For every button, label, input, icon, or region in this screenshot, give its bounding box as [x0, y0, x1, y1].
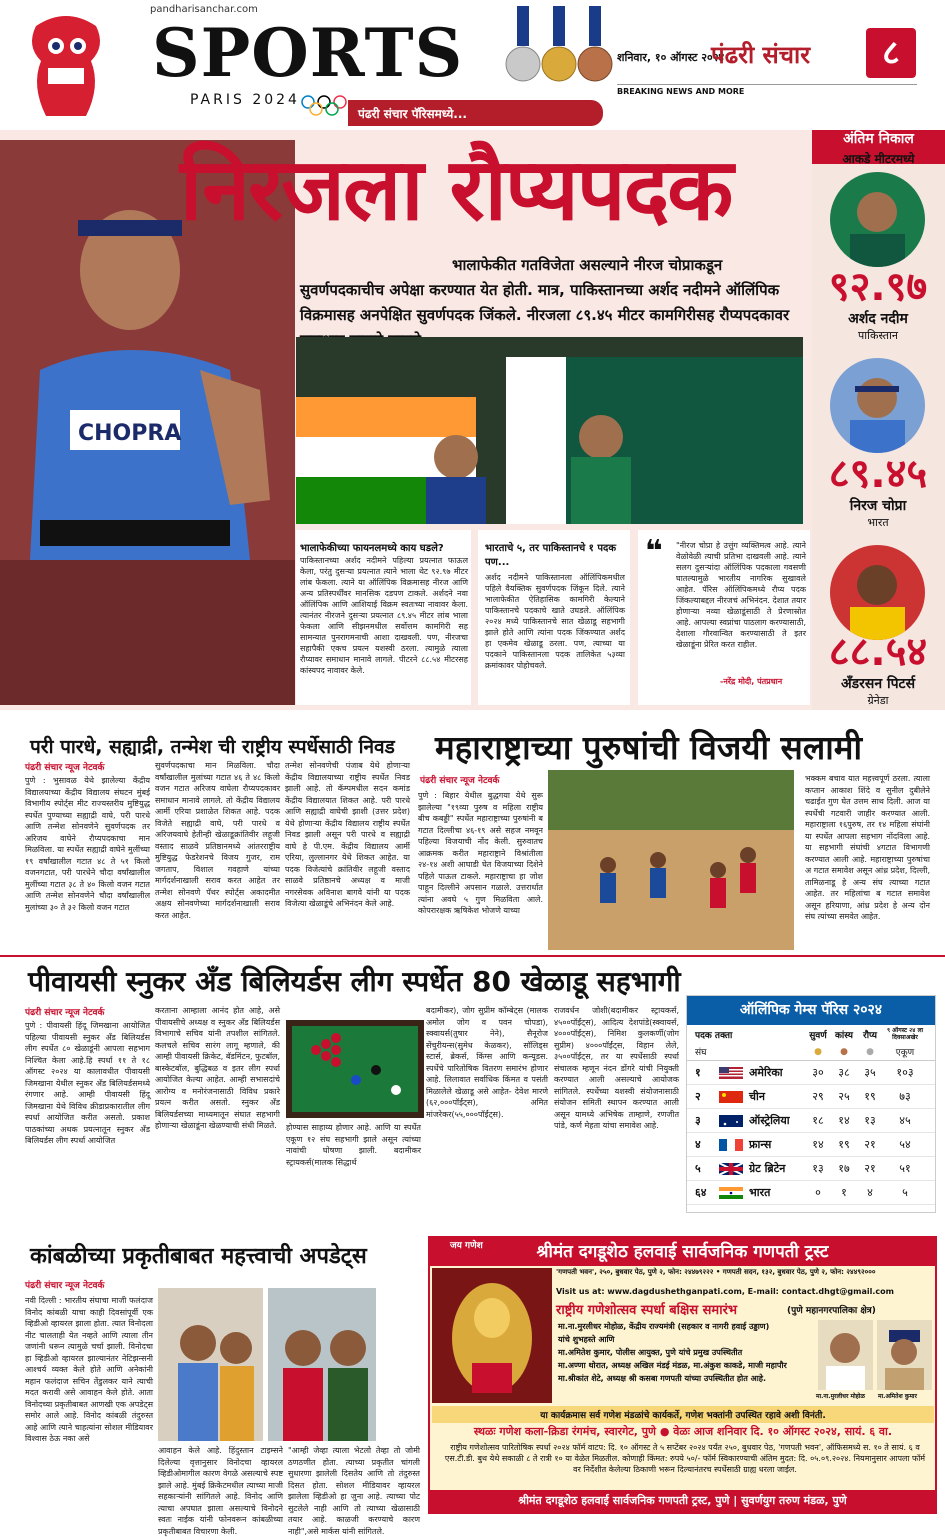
analysis-heading: भालाफेकीच्या फायनलमध्ये काय घडले?: [300, 543, 444, 554]
article-snooker-headline: पीवायसी स्नुकर अँड बिलियर्डस लीग स्पर्धेत 80 खेळाडू सहभागी: [28, 965, 681, 998]
total-count: ४५: [899, 1114, 911, 1127]
gold-count: ३०: [812, 1066, 824, 1079]
article-kambli-col2: आवाहन केले आहे. हिंदुस्तान टाइम्सने दिलेल्या वृत्तानुसार विनोदचा व्हायरल व्हिडीओमागील कारण वेगळे असल्याचे स्पष्ट झाले आहे. मुंबई क्रिकेटमधील त्याच्या माजी सहकाऱ्यांनी सांगितले आहे. विनोद आणि त्याचा अपघात झाला असल्याचे विनोदने स्वतः नाईक यांनी फोनवरून कांबळीच्या प्रकृतीबाबत विचारणा केली.: [158, 1446, 283, 1536]
ad-website[interactable]: Visit us at: www.dagdushethganpati.com, E-mail: contact.dhgt@gmail.com: [556, 1287, 894, 1296]
medals-icon: [505, 6, 615, 86]
medal-table-col: संघ: [695, 1048, 707, 1058]
medal-table-row: [687, 1157, 935, 1181]
result-card-2: [812, 452, 944, 530]
us-flag-icon: [719, 1067, 743, 1079]
article-snooker-col4: बदामीकर), जोग सुप्रीम कॉम्बेट्स (मालक अमोल जोग व पवन चोपडा), स्क्वायर्स(तुषार नेने), सैनूरोज सेंचुरीयन्स(सुमेध केळकर), सॉलिड्स स्टार्स, ब्रेकर्स, किंग्स आणि कन्यूडस. स्पर्धेचे पारितोषिक वितरण समारंभ होणार आहे. लिलावात सर्वाधिक किंमत व पसंती मिळालेले खेळाडू असे आहेत- देवेश मारणे (६२,०००पॉईंट्स), अमित मांजरेकर(५५,०००पॉईंट्स).: [426, 1006, 548, 1119]
quote-author: -नरेंद्र मोदी, पंतप्रधान: [720, 677, 783, 686]
cn-flag-icon: [719, 1091, 743, 1103]
pakistan-body: अर्शद नदीमने पाकिस्तानला ऑलिंपिकमधील पहिले वैयक्तिक सुवर्णपदक जिंकून दिले. त्याने भालाफेकीत ऐतिहासिक कामगिरी केल्याने पाकिस्तानचे पदकाचे खाते उघडले. ऑलिंपिक २०२४ मध्ये पाकिस्तानचे सात खेळाडू सहभागी झाले होते आणि त्यांना पदक जिंकण्यात अर्शद हा एकमेव खेळाडू ठरला. पण, त्याच्या या पदकाने पाकिस्तानला पदक तालिकेत ५३व्या क्रमांकावर पोहोचवले.: [485, 573, 625, 670]
breaking-news-label: BREAKING NEWS AND MORE: [617, 84, 917, 96]
article-kabaddi-col2: भक्कम बचाव यात महत्त्वपूर्ण ठरला. त्याला कप्तान आकाश शिंदे व सुनील दुबीलेने चढाईत गुण घेत उत्तम साथ दिली. आज या स्पर्धेची गटवारी जाहीर करण्यात आली. महाराष्ट्राला १६पुरुष, तर १४ महिला संघांनी या स्पर्धेत आपला सहभाग नोंदविला आहे. या सहभागी संघांची ४गटात विभागणी करण्यात आली आहे. महाराष्ट्राच्या पुरुषांचा अ गटात समावेश असून आंध्र प्रदेश, दिल्ली, तामिळनाडू हे अन्य संघ त्याच्या गटात आहेत. तर महिलांचा ब गटात समावेश असून हरियाणा, आंध्र प्रदेश हे अन्य दोन संघ त्यांच्या समवेत आहेत.: [805, 774, 930, 921]
medal-table: [686, 995, 936, 1213]
in-flag-icon: [719, 1187, 743, 1199]
medal-table-updated: ९ ऑगस्ट २४ ला दिवसाअखेर: [886, 1027, 924, 1041]
medal-country: चीन: [749, 1090, 765, 1103]
result-score: ९२.९७: [828, 264, 928, 310]
medal-table-row: [687, 1181, 935, 1205]
medal-table-col: एकूण: [895, 1048, 915, 1058]
medal-country: ऑस्ट्रेलिया: [749, 1114, 790, 1127]
total-count: ७३: [899, 1090, 911, 1103]
gb-flag-icon: [719, 1163, 743, 1175]
ad-address: 'गणपती भवन', २५०, बुधवार पेठ, पुणे २, फोन: २४४७९२२२ • गणपती सदन, १३२, बुधवार पेठ, पुणे २, फोन: २४४९२०००: [556, 1268, 876, 1276]
bronze-count: १९: [864, 1090, 876, 1103]
medal-rank: १: [695, 1066, 701, 1079]
gold-count: १४: [812, 1138, 824, 1151]
analysis-body: पाकिस्तानच्या अर्शद नदीमने पहिल्या प्रयत्नात फाऊल केला, परंतु दुसऱ्या प्रयत्नात त्याने भाला थेट ९२.९७ मीटर लांब फेकला. त्याने या ऑलिंपिक विक्रमासह नीरज आणि अन्य प्रतिस्पर्धींवर मानसिक दडपण टाकले. अर्शदने नवा ऑलिंपिक आणि आशियाई विक्रम स्वतःच्या नावावर केला. त्यानंतर नीरजने दुसऱ्या प्रयत्नात ८९.४५ मीटर लांब भाला फेकला आणि सीझनमधील सर्वोत्तम कामगिरी सह सामन्यात पुनरागमनाची आशा दाखवली. पण, नीरजचा सहापैकी एकच प्रयत्न यशस्वी ठरला. त्यामुळे त्याला रौप्यावर समाधान मानावे लागले. पीटरने ८८.५४ मीटरसह कांस्यपद नावावर केले.: [300, 556, 468, 675]
medal-table-row: [687, 1061, 935, 1085]
medal-country: अमेरिका: [749, 1066, 783, 1079]
result-country: पाकिस्तान: [858, 329, 898, 342]
snooker-table-photo: [286, 1020, 424, 1118]
anderson-peters-portrait: [830, 545, 925, 640]
medal-table-row: [687, 1133, 935, 1157]
article-kabaddi-col1: पुणे : बिहार येथील बुद्धगया येथे सुरू झालेल्या "१९व्या पुरुष व महिला राष्ट्रीय बीच कबड्डी" स्पर्धेत महाराष्ट्राच्या पुरुषांनी ब गटात दिल्लीचा ४६-१९ असे सहज नमवून पहिल्या विजयाची नोंद केली. सुरुवातच आक्रमक करीत महाराष्ट्राने विश्रांतीला २४-१४ अशी आघाडी घेत विजयाच्या दिशेने पहिले पाऊल टाकले. महाराष्ट्राचा हा जोश पाहून दिल्लीने अपसान गळाले. उत्तरार्धात त्यांना अवघे ५ गुण मिळविता आले. कोपरारक्षक ऋषिकेश भोजणे याच्या: [418, 791, 543, 915]
results-heading: अंतिम निकाल: [812, 130, 945, 164]
arshad-nadeem-portrait: [830, 172, 925, 267]
guest-caption: मा.ना.मुरलीधर मोहोळ: [816, 1393, 865, 1400]
section-title: SPORTS: [152, 14, 464, 92]
article-boxing-col3: तन्मेश सोनवणेची पंजाब येथे होणाऱ्या केंद्रीय विद्यालयाच्या राष्ट्रीय स्पर्धेत निवड झाली आहे. तो कॅम्पमधील सदन कमांड केंद्रीय विद्यालयात शिकत आहे. परी पारधे आणि सह्याद्री वाघेची झाशी (उत्तर प्रदेश) येथे होणाऱ्या केंद्रीय विद्यालय राष्ट्रीय स्पर्धेत निवड झाली असून परी पारधे व सह्याद्री वाघे हे पी.एम. केंद्रीय विद्यालय आर्मी एरिया, लुल्लानगर येथे शिकत आहेत. या पदक विजेत्यांचे क्रांतिवीर लहूजी वस्ताद साळवे प्रतिष्ठानचे अध्यक्ष व माजी नगरसेवक अविनाश बागवे यांनी या पदक विजेत्या खेळाडूंचे अभिनंदन केले आहे.: [285, 761, 410, 908]
page-number: ८: [866, 28, 916, 78]
article-snooker-col3: होण्यास साहाय्य होणार आहे. आणि या स्पर्धेत एकूण १२ संघ सहभागी झाले असून त्यांच्या नावांची घोषणा झाली. बदामीकर स्ट्रायकर्स(मालक सिद्धार्थ: [286, 1123, 421, 1167]
paris-label: PARIS 2024: [190, 92, 300, 108]
ad-guest-line: मा.ना.मुरलीधर मोहोळ, केंद्रीय राज्यमंत्री (सहकार व नागरी हवाई उड्डाण): [558, 1322, 770, 1331]
medal-table-col: पदक तक्ता: [695, 1030, 733, 1041]
result-country: ग्रेनेडा: [867, 694, 889, 707]
result-country: भारत: [867, 516, 889, 529]
medal-table-col: सुवर्ण: [809, 1030, 827, 1041]
medal-country: ग्रेट ब्रिटेन: [749, 1162, 786, 1175]
total-count: ५: [902, 1186, 908, 1199]
article-boxing-byline: पंढरी संचार न्यूज नेटवर्क: [25, 763, 105, 773]
result-athlete: अर्शद नदीम: [848, 311, 908, 327]
medal-table-title: ऑलिंपिक गेम्स पॅरिस २०२४: [687, 996, 935, 1025]
ad-jay-ganesh: जय गणेश: [450, 1241, 483, 1251]
lead-paragraph: भालाफेकीत गतविजेता असल्याने नीरज चोप्राकडून सुवर्णपदकाचीच अपेक्षा करण्यात येत होती. मात्र, पाकिस्तानच्या अर्शद नदीमने ऑलिंपिक विक्रमासह अनपेक्षित सुवर्णपदक जिंकले. नीरजला ८९.४५ मीटर कामगिरीसह रौप्यपदकावर: [300, 256, 790, 324]
silver-count: ३८: [838, 1066, 850, 1079]
article-kambli-col1: नवी दिल्ली : भारतीय संघाचा माजी फलंदाज विनोद कांबळी याचा काही दिवसांपूर्वी एक व्हिडीओ व्हायरल झाला होता. त्यात विनोदला नीट चालताही येत नव्हते आणि त्याला तीन जणांनी धरून त्यामुळे चर्चा झाली. विनोदचा हा व्हिडीओ व्हायरल झाल्यानंतर नेटिझन्सनी आश्चर्य व्यक्त केले होते आणि अनेकांनी महान फलंदाज सचिन तेंडुलकर याने त्याची मदत करावी असे आवाहन केले होते. आता विनोदच्या प्रकृतीबाबत आणखी एक अपडेट्स समोर आले आहे. विनोद कांबळी तंदुरुस्त आहे आणि त्याने चाहत्यांना सोशल मीडियावर विश्वास ठेऊ नका असे: [25, 1296, 153, 1443]
kabaddi-match-photo: [548, 770, 794, 950]
bronze-count: २१: [864, 1138, 876, 1151]
kambli-photos: [158, 1288, 376, 1441]
newspaper-brand: पंढरी संचार: [711, 41, 811, 69]
result-athlete: निरज चोप्रा: [849, 498, 907, 514]
ad-guests: [558, 1320, 813, 1385]
ad-trust-name: श्रीमंत दगडूशेठ हलवाई सार्वजनिक गणपती ट्रस्ट: [430, 1238, 935, 1266]
ad-region: (पुणे महानगरपालिका क्षेत्र): [787, 1306, 876, 1316]
bronze-count: १३: [864, 1114, 876, 1127]
bronze-count: ३५: [864, 1066, 876, 1079]
medal-table-row: [687, 1085, 935, 1109]
medal-rank: ५: [695, 1162, 701, 1175]
article-boxing-col1: पुणे : भुसावळ येथे झालेल्या केंद्रीय विद्यालयाच्या केंद्रीय विद्यालय संघटन मुंबई विभागीय स्पोर्ट्स मीट राज्यस्तरीय मुष्टियुद्ध स्पर्धेत पुण्याच्या सह्याद्री वाघे, परी पारधे आणि तन्मेश सोनवणेने सुवर्णपदक तर अरिजय वाघेने रौप्यपदकाचा मान मिळविला. या स्पर्धेत सह्याद्री वाघेने मुलींच्या १९ वर्षांखालील गटात ४८ ते ५१ किलो वजनगटात, परी पारधेने चौदा वर्षांखालील मुलींच्या गटात ३८ ते ४० किलो वजन गटात आणि तन्मेश सोनवणेने चौदा वर्षांखालील मुलांच्या ३० ते ३२ किलो वजन गटात: [25, 776, 150, 912]
bronze-medal-icon: ●: [840, 1046, 848, 1057]
article-kambli-byline: पंढरी संचार न्यूज नेटवर्क: [25, 1281, 105, 1291]
ad-footer: श्रीमंत दगडूशेठ हलवाई सार्वजनिक गणपती ट्रस्ट, पुणे | सुवर्णयुग तरुण मंडळ, पुणे: [430, 1490, 935, 1512]
au-flag-icon: [719, 1115, 743, 1127]
article-kabaddi-headline: महाराष्ट्राच्या पुरुषांची विजयी सलामी: [435, 728, 863, 767]
result-score: ८८.५४: [828, 629, 928, 675]
medal-country: भारत: [749, 1186, 771, 1199]
gold-count: २९: [812, 1090, 824, 1103]
article-kabaddi-byline: पंढरी संचार न्यूज नेटवर्क: [420, 776, 500, 786]
silver-count: १७: [838, 1162, 850, 1175]
svg-text:CHOPRA: CHOPRA: [78, 421, 182, 446]
gold-count: १३: [812, 1162, 824, 1175]
olympic-rings-icon: [300, 94, 348, 118]
silver-count: १: [841, 1186, 847, 1199]
gold-count: ०: [815, 1186, 821, 1199]
total-count: ५४: [899, 1138, 911, 1151]
site-url[interactable]: pandharisanchar.com: [150, 4, 258, 15]
results-subheading: आकडे मीटरमध्ये: [842, 152, 915, 166]
result-score: ८९.४५: [828, 451, 928, 497]
article-snooker-col2: करताना आम्हाला आनंद होत आहे, असे पीवायसीचे अध्यक्ष व स्नुकर अँड बिलियर्डस विभागाचे सचिव यांनी तपशील सांगितले. कलचले सचिव सारंग लागू म्हणाले, की आम्ही पीवायसी क्रिकेट, बॅडमिंटन, फुटबॉल, बास्केटबॉल, बुद्धिबळ व इतर लीग स्पर्धा आयोजित केल्या आहेत. आम्ही सभासदांचे आरोग्य व मनोरंजनासाठी विविध प्रकारे प्रयत्न करीत असतो. स्नुकर अँड बिलियर्डसच्या माध्यमातून संघात सहभागी होणाऱ्या खेळाडूंना खेळण्याची संधी मिळते.: [155, 1006, 280, 1130]
ad-guest-line: यांचे शुभहस्ते आणि: [558, 1335, 615, 1344]
silver-count: २५: [838, 1090, 850, 1103]
article-snooker-byline: पंढरी संचार न्यूज नेटवर्क: [25, 1008, 105, 1018]
medal-rank: २: [695, 1090, 701, 1103]
medal-table-col: कांस्य: [835, 1030, 853, 1041]
medalists-celebration-photo: [296, 337, 803, 524]
pakistan-heading: भारताचे ५, तर पाकिस्तानचे १ पदक पण...: [485, 543, 617, 568]
result-card-1: [812, 265, 944, 343]
article-boxing-headline: परी पारधे, सह्याद्री, तन्मेश ची राष्ट्रीय स्पर्धेसाठी निवड: [30, 736, 395, 758]
result-athlete: अँडरसन पिटर्स: [840, 676, 916, 692]
fr-flag-icon: [719, 1139, 743, 1151]
medal-table-col: रौप्य: [863, 1030, 877, 1041]
tagline-banner: पंढरी संचार पॅरिसमध्ये...: [348, 100, 603, 126]
guest-caption: मा.अमितेश कुमार: [878, 1393, 917, 1400]
silver-count: १४: [838, 1114, 850, 1127]
article-snooker-col5: राजवर्धन जोशी(बदामीकर स्ट्रायकर्स, ४५००पॉईंट्स), आदित्य देशपांडे(स्क्वायर्स, ४०००पॉईंट्स), निमिश कुलकर्णी(जोग सुप्रीम) ४०००पॉईंट्स, विहान लेले, ३५००पॉईंट्स, तर या स्पर्धेसाठी स्पर्धा संचालक म्हणून नंदन डोंगरे यांची नियुक्ती करण्यात आली असल्याचे आयोजक सांगितले. स्पर्धेच्या यशस्वी संयोजनासाठी संयोजन समिती स्थापन करण्यात आली असून यामध्ये अभिषेक ताम्हाणे, रणजीत पांडे, कर्ण मेहता यांचा समावेश आहे.: [554, 1006, 679, 1130]
quote-mark-icon: ❝: [645, 534, 663, 569]
bronze-count: २१: [864, 1162, 876, 1175]
lead-headline: निरजला रौप्यपदक: [180, 140, 732, 240]
ad-guest-line: मा.अमितेश कुमार, पोलीस आयुक्त, पुणे यांचे प्रमुख उपस्थितीत: [558, 1348, 743, 1357]
total-count: ५१: [899, 1162, 911, 1175]
ad-guest-line: मा.अण्णा थोरात, अध्यक्ष अखिल मंडई मंडळ, मा.अंकुश काकडे, माजी महापौर: [558, 1361, 787, 1370]
silver-count: १९: [838, 1138, 850, 1151]
neeraj-chopra-portrait: [830, 358, 925, 453]
ad-guest-line: मा.श्रीकांत शेटे, अध्यक्ष श्री कसबा गणपती यांच्या उपस्थितीत होत आहे.: [558, 1374, 767, 1383]
medal-country: फ्रान्स: [749, 1138, 772, 1151]
issue-date: शनिवार, १० ऑगस्ट २०२४: [617, 51, 725, 64]
phryge-mascot-icon: [6, 6, 126, 126]
medal-rank: ६४: [695, 1186, 707, 1199]
article-kambli-headline: कांबळीच्या प्रकृतीबाबत महत्त्वाची अपडेट्स: [30, 1244, 367, 1269]
silver-medal-icon: ●: [866, 1046, 874, 1057]
medal-rank: ३: [695, 1114, 701, 1127]
medal-table-row: [687, 1109, 935, 1133]
result-card-3: [812, 630, 944, 708]
guest-portrait-mohol: [818, 1320, 873, 1390]
ad-venue: स्थळः गणेश कला-क्रिडा रंगमंच, स्वारगेट, पुणे ● वेळः आज शनिवार दि. १० ऑगस्ट २०२४, सायं. ६ वा.: [473, 1425, 893, 1438]
ad-event-title: राष्ट्रीय गणेशोत्सव स्पर्धा बक्षिस समारंभ: [556, 1303, 738, 1318]
section-divider: [0, 955, 945, 957]
total-count: १०३: [896, 1066, 914, 1079]
medal-rank: ४: [695, 1138, 701, 1151]
quote-body: "नीरज चोप्रा हे उत्तुंग व्यक्तिमत्व आहे. त्याने वेळोवेळी त्याची प्रतिभा दाखवली आहे. त्याने सलग दुसऱ्यांदा ऑलिंपिक पदकाला गवसणी घातल्यामुळे भारतीय नागरिक सुखावले आहेत. पॅरिस ऑलिंपिकमध्ये रौप्य पदक जिंकल्याबद्दल नीरजचं अभिनंदन. देशात तयार होणाऱ्या नव्या खेळाडूंसाठी ते प्रेरणास्रोत आहे. आपल्या स्वप्नांचा पाठलाग करण्यासाठी, देशाला गौरवान्वित करण्यासाठी ते इतर खेळाडूंना प्रेरित करत राहील.: [676, 541, 806, 649]
article-kambli-col3: "आम्ही जेव्हा त्याला भेटलो तेव्हा तो जोमी ठणठणीत होता. त्याच्या प्रकृतीत चांगली सुधारणा झालेली दिसतेय आणि तो तंदुरुस्त दिसत होता. सोशल मीडियावर व्हायरल झालेला व्हिडीओ हा जुना आहे. त्याच्या पोट सुटलेले नाही आणि तो त्याच्या खेळासाठी तयार आहे. काळजी करण्याचे कारण नाही",असे मार्कस यांनी सांगितले.: [288, 1446, 420, 1536]
gold-medal-icon: ●: [814, 1046, 822, 1057]
gold-count: १८: [812, 1114, 824, 1127]
ad-invite: या कार्यक्रमास सर्व गणेश मंडळांचे कार्यकर्ते, गणेश भक्तांनी उपस्थित रहावे अशी विनंती.: [432, 1406, 934, 1423]
bronze-count: ४: [867, 1186, 873, 1199]
article-boxing-col2: सुवर्णपदकाचा मान मिळविला. चौदा वर्षांखालील मुलांच्या गटात ४६ ते ४८ किलो वजन गटात अरिजय वाघेला रौप्यपदकावर समाधान मानावे लागले. तो केंद्रीय विद्यालय आर्मी एरिया प्रशाळेत शिकत आहे. पदक विजेते सह्याद्री वाघे, परी पारधे व अरिजयवाघे हेतीन्ही खेळाडूक्रांतिवीर लहूजी वस्ताद साळवे प्रतिष्ठानमध्ये आंतरराष्ट्रीय मुष्टियुद्ध फेडरेशनचे विजय गुजर, राम जगताप, विशाल गवहाणे यांच्या मार्गदर्शनाखाली सराव करत आहेत तर तन्मेश सोनवणे पॅथर स्पोर्ट्स अकादमीत अक्षय सोनवणेच्या मार्गदर्शनाखाली सराव करत आहेत.: [155, 761, 280, 920]
article-snooker-col1: पुणे : पीवायसी हिंदू जिमखाना आयोजित पहिल्या पीवायसी स्नुकर अँड बिलियर्डस लीग स्पर्धेत ८० खेळाडूंनी आपला सहभाग निश्चित केला आहे.हि स्पर्धा ११ ते १८ ऑगस्ट २०२४ या कालावधीत पीवायसी जिमखाना येथील स्नुकर अँड बिलियर्डसमध्ये रंगणार आहे. आम्ही पीवायसी हिंदू जिमखाना येथे विविध क्रीडाप्रकारातील लीग स्पर्धा आयोजित करीत असतो. प्रकाश पाठकांच्या अथक प्रयत्नातून स्नुकर अँड बिलियर्डस लीग स्पर्धा आयोजित: [25, 1021, 150, 1145]
guest-portrait-kumar: [877, 1320, 932, 1390]
ad-notes: राष्ट्रीय गणेशोत्सव पारितोषिक स्पर्धा २०२४ फॉर्म वाटप: दि. १० ऑगस्ट ते ५ सप्टेंबर २०२४ पर्यंत २५०, बुधवार पेठ, 'गणपती भवन', ऑफिसमध्ये स. १० ते सायं. ६ व एस.टी.डी. बुथ येथे सकाळी ८ ते रात्री १० या वेळेत मिळतील. कोणाही किंमत: रुपये ५०/- फॉर्म स्विकारण्याची अंतिम मुदत: दि. ०५.०९.२०२४. नियमानुसार आपला फॉर्म वर निर्देशीत केलेल्या ठिकाणी भरून दिल्यानंतरच स्पर्धेसाठी ग्राह्य धरला जाईल.: [444, 1443, 926, 1474]
ganesh-idol-image: [432, 1268, 552, 1403]
